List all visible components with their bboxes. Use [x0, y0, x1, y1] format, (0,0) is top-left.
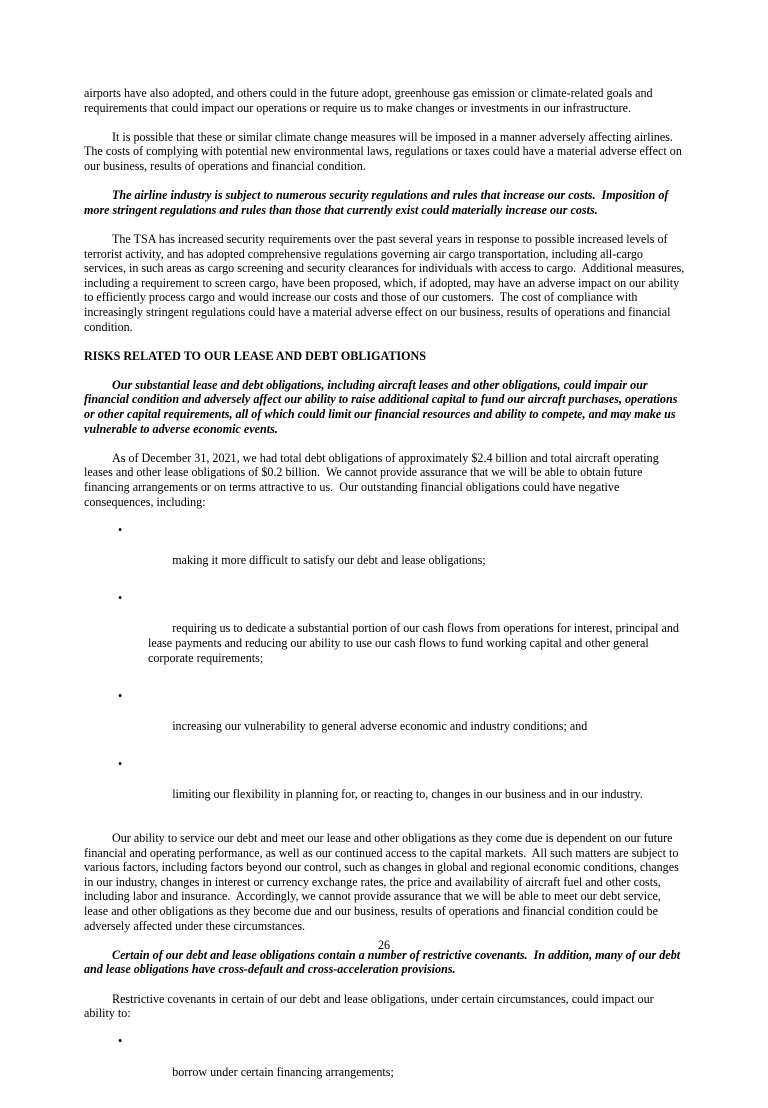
list-item-text: increasing our vulnerability to general adverse economic and industry conditions; and — [172, 718, 588, 733]
debt-consequences-list — [84, 524, 685, 817]
risk-statement-covenants: Certain of our debt and lease obligations contain a number of restrictive covenants. In addition, many of our debt and lease obligations have cross-default and cross-acceleration provisions. — [84, 947, 684, 977]
risk-statement-lease-debt: Our substantial lease and debt obligations, including aircraft leases and other obligations, could impair our financial condition and adversely affect our ability to raise additional capital to fund our aircraft purchases, operations or other capital requirements, all of which could limit our financial resources and ability to compete, and may make us vulnerable to adverse economic events. — [84, 377, 681, 436]
bullet-icon: • — [118, 522, 123, 537]
list-item — [84, 592, 685, 680]
page-number: 26 — [377, 938, 391, 952]
list-item-text: limiting our flexibility in planning for, or reacting to, changes in our business and in our industry. — [172, 787, 643, 802]
paragraph-debt-summary: As of December 31, 2021, we had total debt obligations of approximately $2.4 billion and total aircraft operating leases and other lease obligations of $0.2 billion. We cannot provide assurance that we will be able to obtain future financing arrangements or on terms attractive to us. Our outstanding financial obligations could have negative consequences, including: — [84, 450, 662, 509]
list-item — [84, 690, 685, 748]
covenant-impact-list — [84, 1035, 685, 1093]
section-heading-lease-debt-obligations: RISKS RELATED TO OUR LEASE AND DEBT OBLIGATIONS — [84, 348, 426, 363]
list-item-text: requiring us to dedicate a substantial portion of our cash flows from operations for interest, principal and lease payments and reducing our ability to use our cash flows to fund working capital and other general corporate requirements; — [148, 621, 683, 665]
list-item-text: making it more difficult to satisfy our debt and lease obligations; — [172, 553, 486, 567]
paragraph-restrictive-covenants: Restrictive covenants in certain of our debt and lease obligations, under certain circumstances, could impact our ability to: — [84, 991, 657, 1021]
paragraph-tsa-security: The TSA has increased security requirements over the past several years in response to possible increased levels of terrorist activity, and has adopted comprehensive regulations governing air cargo transportation, including all-cargo services, in such areas as cargo screening and security clearances for individuals with access to cargo. Additional measures, including a requirement to screen cargo, have been proposed, which, if adopted, may have an adverse impact on our ability to efficiently process cargo and would increase our costs and those of our customers. The cost of compliance with increasingly stringent regulations could have a material adverse effect on our business, results of operations and financial condition. — [84, 231, 688, 334]
paragraph-climate-continuation: airports have also adopted, and others could in the future adopt, greenhouse gas emission or climate-related goals and requirements that could impact our operations or require us to make changes or investments in our infrastructure. — [84, 86, 656, 115]
paragraph-debt-service: Our ability to service our debt and meet our lease and other obligations as they come due is dependent on our future financial and operating performance, as well as our continued access to the capital markets. All such matters are subject to various factors, including factors beyond our control, such as changes in global and regional economic conditions, changes in our industry, changes in interest or currency exchange rates, the price and availability of aircraft fuel and other costs, including labor and insurance. Accordingly, we cannot provide assurance that we will be able to meet our debt service, lease and other obligations as they become due and our business, results of operations and financial condition could be adversely affected under these circumstances. — [84, 831, 682, 933]
risk-statement-security-regulations: The airline industry is subject to numerous security regulations and rules that increase our costs. Imposition of more stringent regulations and rules than those that currently exist could materially increase our costs. — [84, 188, 672, 217]
bullet-icon: • — [118, 1034, 123, 1049]
list-item-text: borrow under certain financing arrangements; — [172, 1064, 394, 1079]
list-item — [84, 758, 685, 816]
list-item — [84, 1035, 685, 1093]
paragraph-climate-possible: It is possible that these or similar climate change measures will be imposed in a manner adversely affecting airlines. The costs of complying with potential new environmental laws, regulations or taxes could have a material adverse effect on our business, results of operations and financial condition. — [84, 129, 685, 173]
bullet-icon: • — [118, 688, 123, 703]
list-item — [84, 524, 685, 582]
bullet-icon: • — [118, 591, 123, 606]
document-body — [84, 86, 688, 1108]
bullet-icon: • — [118, 757, 123, 772]
